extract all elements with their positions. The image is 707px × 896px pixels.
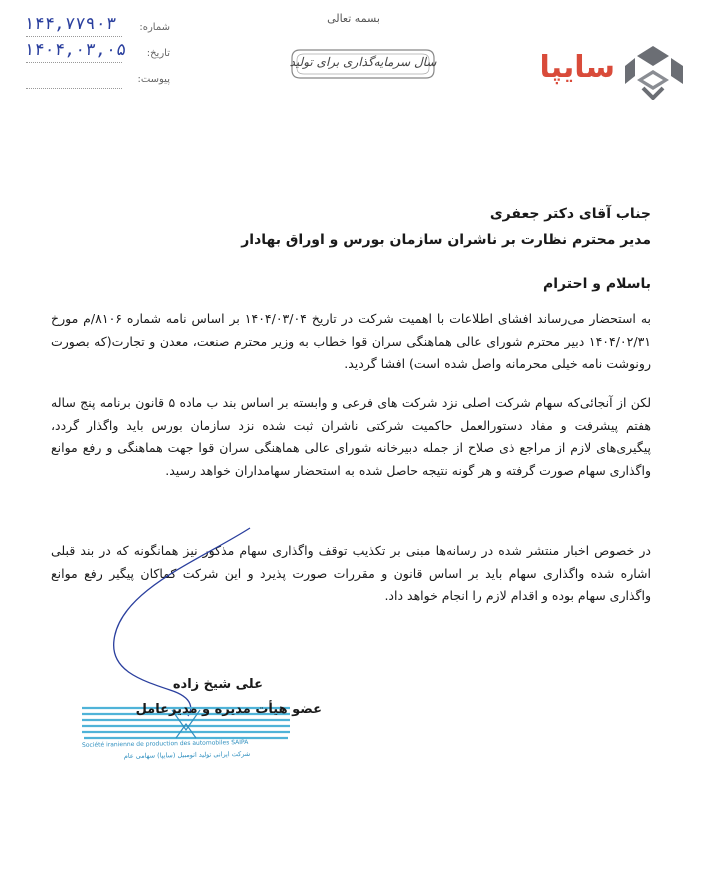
motto-cartouche (288, 44, 438, 84)
recipient-name: جناب آقای دکتر جعفری (489, 206, 651, 222)
letter-number-label: شماره: (139, 22, 170, 33)
bismillah-text: بسمه تعالی (327, 12, 380, 25)
meta-attachment-row (20, 66, 170, 92)
saipa-logo (515, 42, 685, 102)
motto-text: سال سرمایه‌گذاری برای تولید (289, 55, 437, 69)
paragraph-3: در خصوص اخبار منتشر شده در رسانه‌ها مبنی بر تکذیب توقف واگذاری سهام مذکور نیز همانگونه که در بند قبلی اشاره شده واگذاری سهام باید بر اساس قانون و مقررات صورت پذیرد و این شرکت کماکان پیگیر رفع موانع واگذاری سهام بوده و اقدام لازم را انجام خواهد داد. (51, 543, 651, 603)
letter-meta (20, 14, 170, 92)
meta-attachment-line (26, 88, 122, 89)
stamp-text-french: Société iranienne de production des automobiles SAIPA (81, 738, 249, 749)
salutation: باسلام و احترام (543, 276, 651, 292)
meta-number-row (20, 14, 170, 40)
paragraph-1: به استحضار می‌رساند افشای اطلاعات با اهمیت شرکت در تاریخ ۱۴۰۴/۰۳/۰۴ بر اساس نامه شماره ۸۱۰۶/م مورخ ۱۴۰۴/۰۲/۳۱ دبیر محترم شورای عالی هماهنگی سران قوا خطاب به وزیر محترم صنعت، معدن و تجارت(که بصورت رونوشت نامه خیلی محرمانه واصل شده است) افشا گردید. (51, 311, 652, 371)
saipa-emblem-icon (623, 44, 685, 100)
letter-date-value: ۱۴۰۴,۰۳,۰۵ (22, 40, 128, 60)
logo-wordmark: سایپا (539, 50, 615, 85)
meta-number-line (26, 36, 122, 37)
meta-date-row (20, 40, 170, 66)
signatory-title: عضو هیأت مدیره و مدیرعامل (135, 702, 322, 717)
stamp-text-persian: شرکت ایرانی تولید اتومبیل (سایپا) سهامی عام (123, 749, 251, 761)
meta-date-line (26, 62, 122, 63)
attachment-label: پیوست: (137, 74, 170, 85)
letter-number-value: ۱۴۴,۷۷۹۰۳ (22, 14, 118, 34)
recipient-title: مدیر محترم نظارت بر ناشران سازمان بورس و اوراق بهادار (241, 232, 651, 248)
letter-date-label: تاریخ: (146, 48, 170, 59)
signatory-name: علی شیخ زاده (172, 677, 263, 692)
paragraph-2: لکن از آنجائی‌که سهام شرکت اصلی نزد شرکت های فرعی و وابسته بر اساس بند ب ماده ۵ قانون برنامه پنج ساله هفتم پیشرفت و مفاد دستورالعمل حاکمیت شرکتی ناشران ثبت شده نزد سازمان بورس باید واگذار گردد، پیگیری‌های لازم از مراجع ذی صلاح از جمله دبیرخانه شورای عالی هماهنگی سران قوا جهت هماهنگی و رفع موانع واگذاری سهام صورت گرفته و هر گونه نتیجه حاصل شده به استحضار سهامداران خواهد رسید. (51, 395, 652, 478)
